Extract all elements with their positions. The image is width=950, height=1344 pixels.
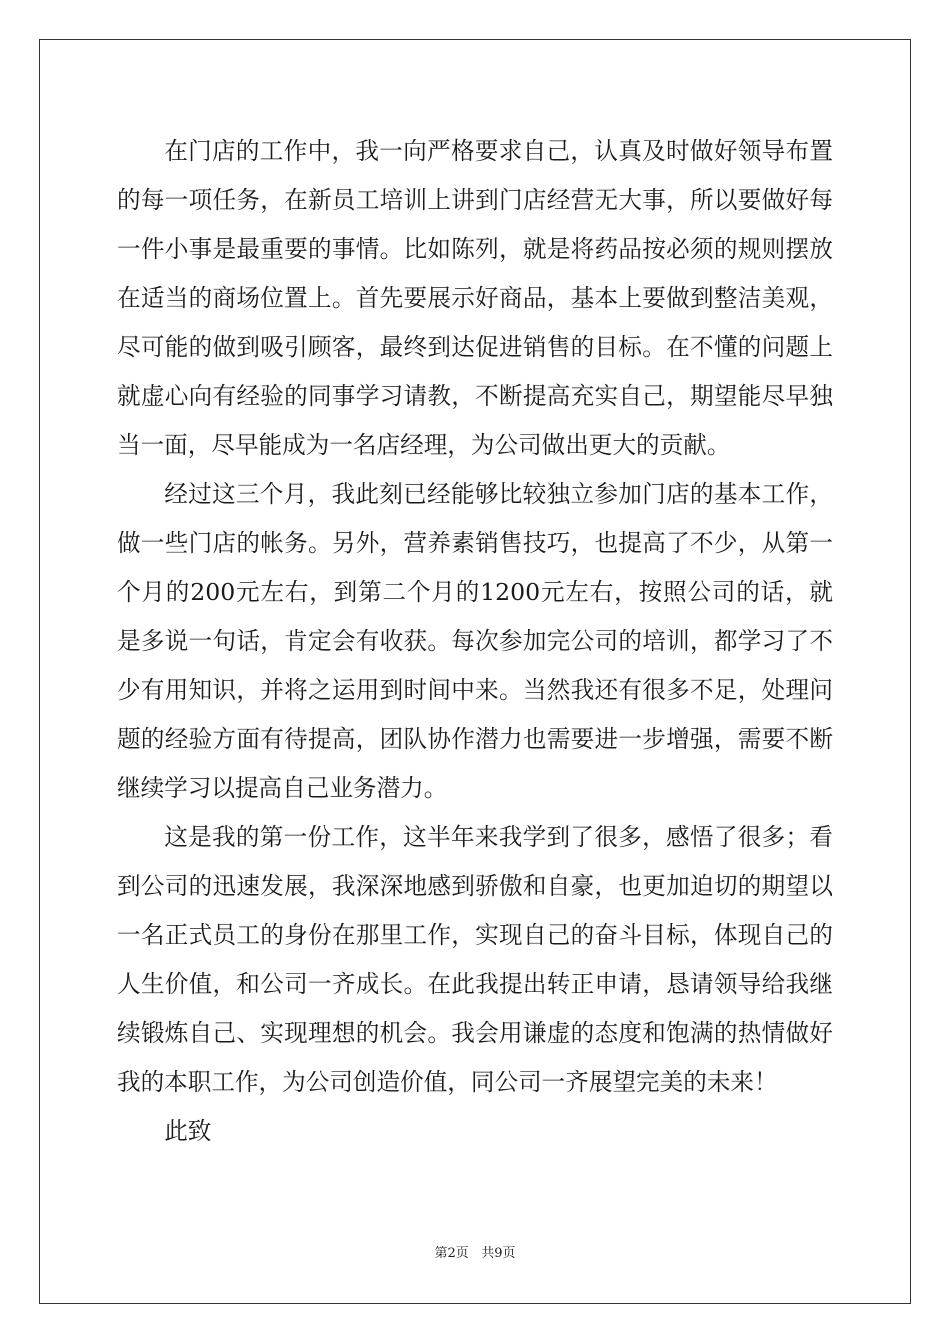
paragraph-3: 这是我的第一份工作，这半年来我学到了很多，感悟了很多；看到公司的迅速发展，我深深地感到骄傲和自豪，也更加迫切的期望以一名正式员工的身份在那里工作，实现自己的奋斗目标，体现自己的人生价值，和公司一齐成长。在此我提出转正申请，恳请领导给我继续锻炼自己、实现理想的机会。我会用谦虚的态度和饱满的热情做好我的本职工作，为公司创造价值，同公司一齐展望完美的未来！ (117, 823, 833, 1096)
page-total: 共9页 (481, 1246, 516, 1261)
page-number: 第2页 (434, 1246, 469, 1261)
document-body (117, 127, 833, 1156)
paragraph-1: 在门店的工作中，我一向严格要求自己，认真及时做好领导布置的每一项任务，在新员工培训上讲到门店经营无大事，所以要做好每一件小事是最重要的事情。比如陈列，就是将药品按必须的规则摆放在适当的商场位置上。首先要展示好商品，基本上要做到整洁美观，尽可能的做到吸引顾客，最终到达促进销售的目标。在不懂的问题上就虚心向有经验的同事学习请教，不断提高充实自己，期望能尽早独当一面，尽早能成为一名店经理，为公司做出更大的贡献。 (117, 137, 833, 459)
closing-salutation: 此致 (164, 1117, 212, 1145)
paragraph-2: 经过这三个月，我此刻已经能够比较独立参加门店的基本工作，做一些门店的帐务。另外，营养素销售技巧，也提高了不少，从第一个月的200元左右，到第二个月的1200元左右，按照公司的话，就是多说一句话，肯定会有收获。每次参加完公司的培训，都学习了不少有用知识，并将之运用到时间中来。当然我还有很多不足，处理问题的经验方面有待提高，团队协作潜力也需要进一步增强，需要不断继续学习以提高自己业务潜力。 (117, 480, 833, 802)
page-footer (0, 1245, 950, 1263)
